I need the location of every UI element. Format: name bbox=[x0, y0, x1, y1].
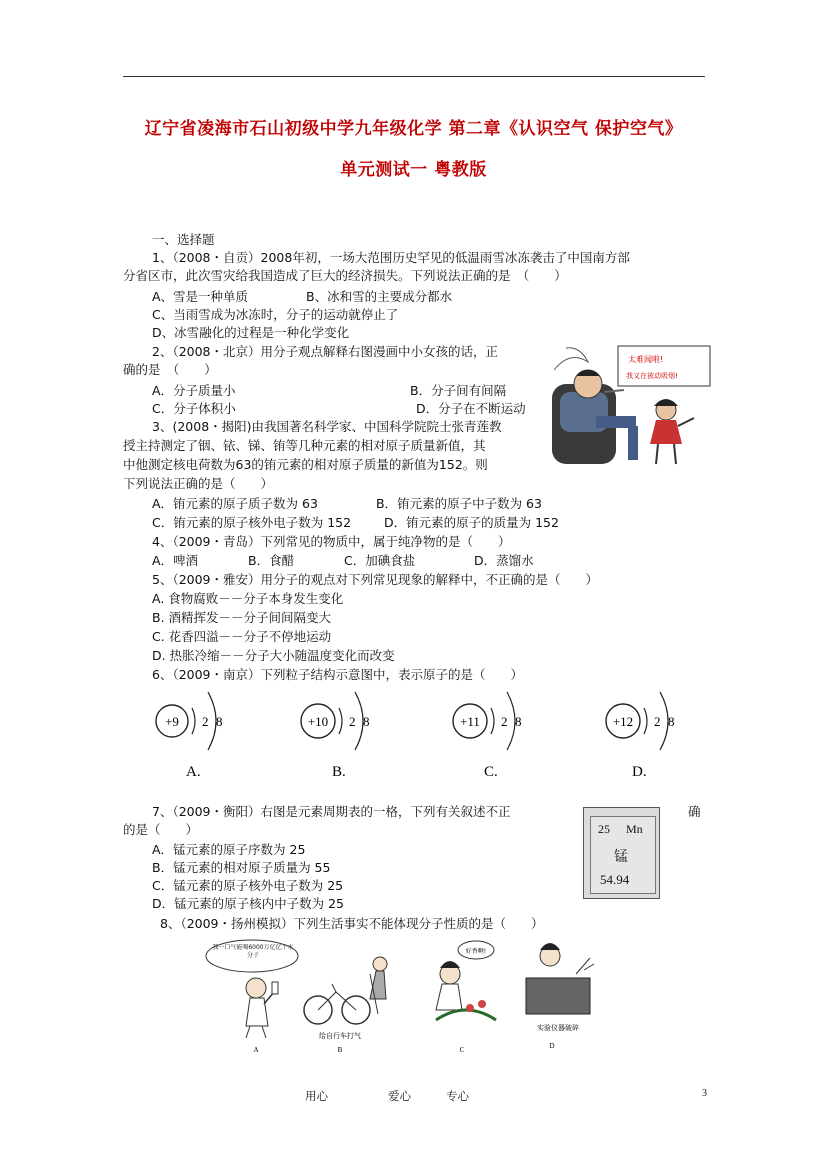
cartoon-bubble-text-1: 太难闻啦! bbox=[628, 355, 664, 364]
q1-option-a: A、雪是一种单质 bbox=[152, 289, 249, 304]
q2-option-d: D．分子在不断运动 bbox=[416, 401, 526, 416]
cartoon-bubble-text-2: 我又在被动吸烟! bbox=[626, 372, 678, 380]
smoking-cartoon-illustration bbox=[548, 340, 712, 470]
q7-option-d: D．锰元素的原子核内中子数为 25 bbox=[152, 896, 345, 911]
q4-option-d: D．蒸馏水 bbox=[474, 553, 534, 568]
q4-line1: 4、（2009・青岛）下列常见的物质中，属于纯净物的是（ ） bbox=[152, 534, 511, 549]
q5-option-b: B. 酒精挥发－－分子间间隔变大 bbox=[152, 610, 332, 625]
panel-d-caption: 实验仪器破碎 bbox=[537, 1024, 579, 1032]
q7-option-b: B．锰元素的相对原子质量为 55 bbox=[152, 860, 331, 875]
q4-option-b: B．食醋 bbox=[248, 553, 295, 568]
panel-a bbox=[206, 940, 298, 1054]
q3-line2: 授主持测定了铟、铱、锑、铕等几种元素的相对原子质量新值，其 bbox=[123, 438, 486, 453]
panel-c bbox=[436, 941, 496, 1054]
element-mass: 54.94 bbox=[600, 872, 630, 887]
q3-line4: 下列说法正确的是（ ） bbox=[123, 476, 274, 491]
atom-diagram-d bbox=[606, 692, 675, 780]
atom-b-shell1: 2 bbox=[349, 714, 356, 729]
life-facts-illustrations bbox=[200, 934, 620, 1056]
q5-line1: 5、（2009・雅安）用分子的观点对下列常见现象的解释中，不正确的是（ ） bbox=[152, 572, 599, 587]
atom-d-shell2: 8 bbox=[668, 714, 675, 729]
element-symbol: Mn bbox=[626, 822, 643, 836]
atom-b-shell2: 8 bbox=[363, 714, 370, 729]
panel-a-label: A bbox=[253, 1046, 259, 1054]
q2-line2: 确的是 （ ） bbox=[123, 362, 217, 377]
atom-c-nucleus: +11 bbox=[460, 714, 480, 729]
q2-line1: 2、（2008・北京）用分子观点解释右图漫画中小女孩的话，正 bbox=[152, 344, 499, 359]
q1-option-b: B、冰和雪的主要成分都水 bbox=[306, 289, 453, 304]
q1-option-c: C、当雨雪成为冰冻时，分子的运动就停止了 bbox=[152, 307, 399, 322]
q5-option-d: D. 热胀冷缩－－分子大小随温度变化而改变 bbox=[152, 648, 395, 663]
doc-title-line2: 单元测试一 粤教版 bbox=[340, 160, 487, 180]
panel-b-caption: 给自行车打气 bbox=[319, 1032, 361, 1040]
q2-option-b: B．分子间有间隔 bbox=[410, 383, 507, 398]
q7-line2: 的是（ ） bbox=[123, 822, 199, 837]
q3-option-a: A．铕元素的原子质子数为 63 bbox=[152, 496, 318, 511]
panel-b bbox=[304, 957, 387, 1054]
q3-option-d: D．铕元素的原子的质量为 152 bbox=[384, 515, 559, 530]
panel-d bbox=[526, 943, 594, 1050]
q4-option-a: A．啤酒 bbox=[152, 553, 199, 568]
q7-option-c: C．锰元素的原子核外电子数为 25 bbox=[152, 878, 344, 893]
q8-line1: 8、（2009・扬州模拟）下列生活事实不能体现分子性质的是（ ） bbox=[160, 916, 544, 931]
q3-line1: 3、(2008・揭阳)由我国著名科学家、中国科学院院士张青莲教 bbox=[152, 419, 502, 434]
periodic-table-cell bbox=[583, 807, 660, 899]
q5-option-a: A. 食物腐败－－分子本身发生变化 bbox=[152, 591, 344, 606]
footer-item-2: 爱心 bbox=[388, 1089, 411, 1103]
atom-a-shell2: 8 bbox=[216, 714, 223, 729]
panel-c-bubble: 好香啊! bbox=[465, 948, 487, 955]
atom-d-nucleus: +12 bbox=[612, 714, 634, 729]
atom-diagram-c bbox=[453, 692, 522, 780]
atom-c-label: C. bbox=[484, 764, 498, 780]
q2-option-a: A．分子质量小 bbox=[152, 383, 236, 398]
q7-line1-tail: 确 bbox=[688, 804, 701, 819]
atom-b-label: B. bbox=[332, 764, 346, 780]
atom-diagrams bbox=[150, 686, 710, 784]
q3-line3: 中他测定核电荷数为63的铕元素的相对原子质量的新值为152。则 bbox=[123, 457, 488, 472]
panel-d-label: D bbox=[549, 1042, 555, 1050]
doc-title-line1: 辽宁省凌海市石山初级中学九年级化学 第二章《认识空气 保护空气》 bbox=[144, 119, 683, 139]
element-number: 25 bbox=[598, 822, 610, 836]
atom-c-shell2: 8 bbox=[515, 714, 522, 729]
atom-diagram-a bbox=[156, 692, 223, 780]
atom-a-label: A. bbox=[186, 764, 201, 780]
atom-a-nucleus: +9 bbox=[165, 714, 179, 729]
atom-diagram-b bbox=[301, 692, 370, 780]
panel-c-label: C bbox=[459, 1046, 465, 1054]
q7-option-a: A．锰元素的原子序数为 25 bbox=[152, 842, 306, 857]
q1-line2: 分省区市，此次雪灾给我国造成了巨大的经济损失。下列说法正确的是 （ ） bbox=[123, 268, 567, 283]
page-number: 3 bbox=[702, 1088, 707, 1099]
q6-line1: 6、（2009・南京）下列粒子结构示意图中，表示原子的是（ ） bbox=[152, 667, 524, 682]
q4-option-c: C．加碘食盐 bbox=[344, 553, 416, 568]
atom-a-shell1: 2 bbox=[202, 714, 209, 729]
q3-option-c: C．铕元素的原子核外电子数为 152 bbox=[152, 515, 352, 530]
header-rule bbox=[123, 76, 705, 77]
panel-b-label: B bbox=[337, 1046, 343, 1054]
q7-line1: 7、（2009・衡阳）右图是元素周期表的一格，下列有关叙述不正 bbox=[152, 804, 511, 819]
element-name: 锰 bbox=[614, 849, 628, 865]
section-heading: 一、选择题 bbox=[152, 232, 215, 247]
atom-b-nucleus: +10 bbox=[307, 714, 329, 729]
footer-item-3: 专心 bbox=[446, 1089, 469, 1103]
atom-d-shell1: 2 bbox=[654, 714, 661, 729]
footer-item-1: 用心 bbox=[305, 1089, 328, 1103]
panel-a-bubble: 我一口气能喝6000万亿亿个水分子 bbox=[212, 944, 294, 959]
atom-d-label: D. bbox=[632, 764, 647, 780]
q5-option-c: C. 花香四溢－－分子不停地运动 bbox=[152, 629, 332, 644]
atom-c-shell1: 2 bbox=[501, 714, 508, 729]
q1-line1: 1、（2008・自贡）2008年初，一场大范围历史罕见的低温雨雪冰冻袭击了中国南方部 bbox=[152, 250, 630, 265]
q2-option-c: C．分子体积小 bbox=[152, 401, 236, 416]
q1-option-d: D、冰雪融化的过程是一种化学变化 bbox=[152, 325, 350, 340]
q3-option-b: B．铕元素的原子中子数为 63 bbox=[376, 496, 542, 511]
